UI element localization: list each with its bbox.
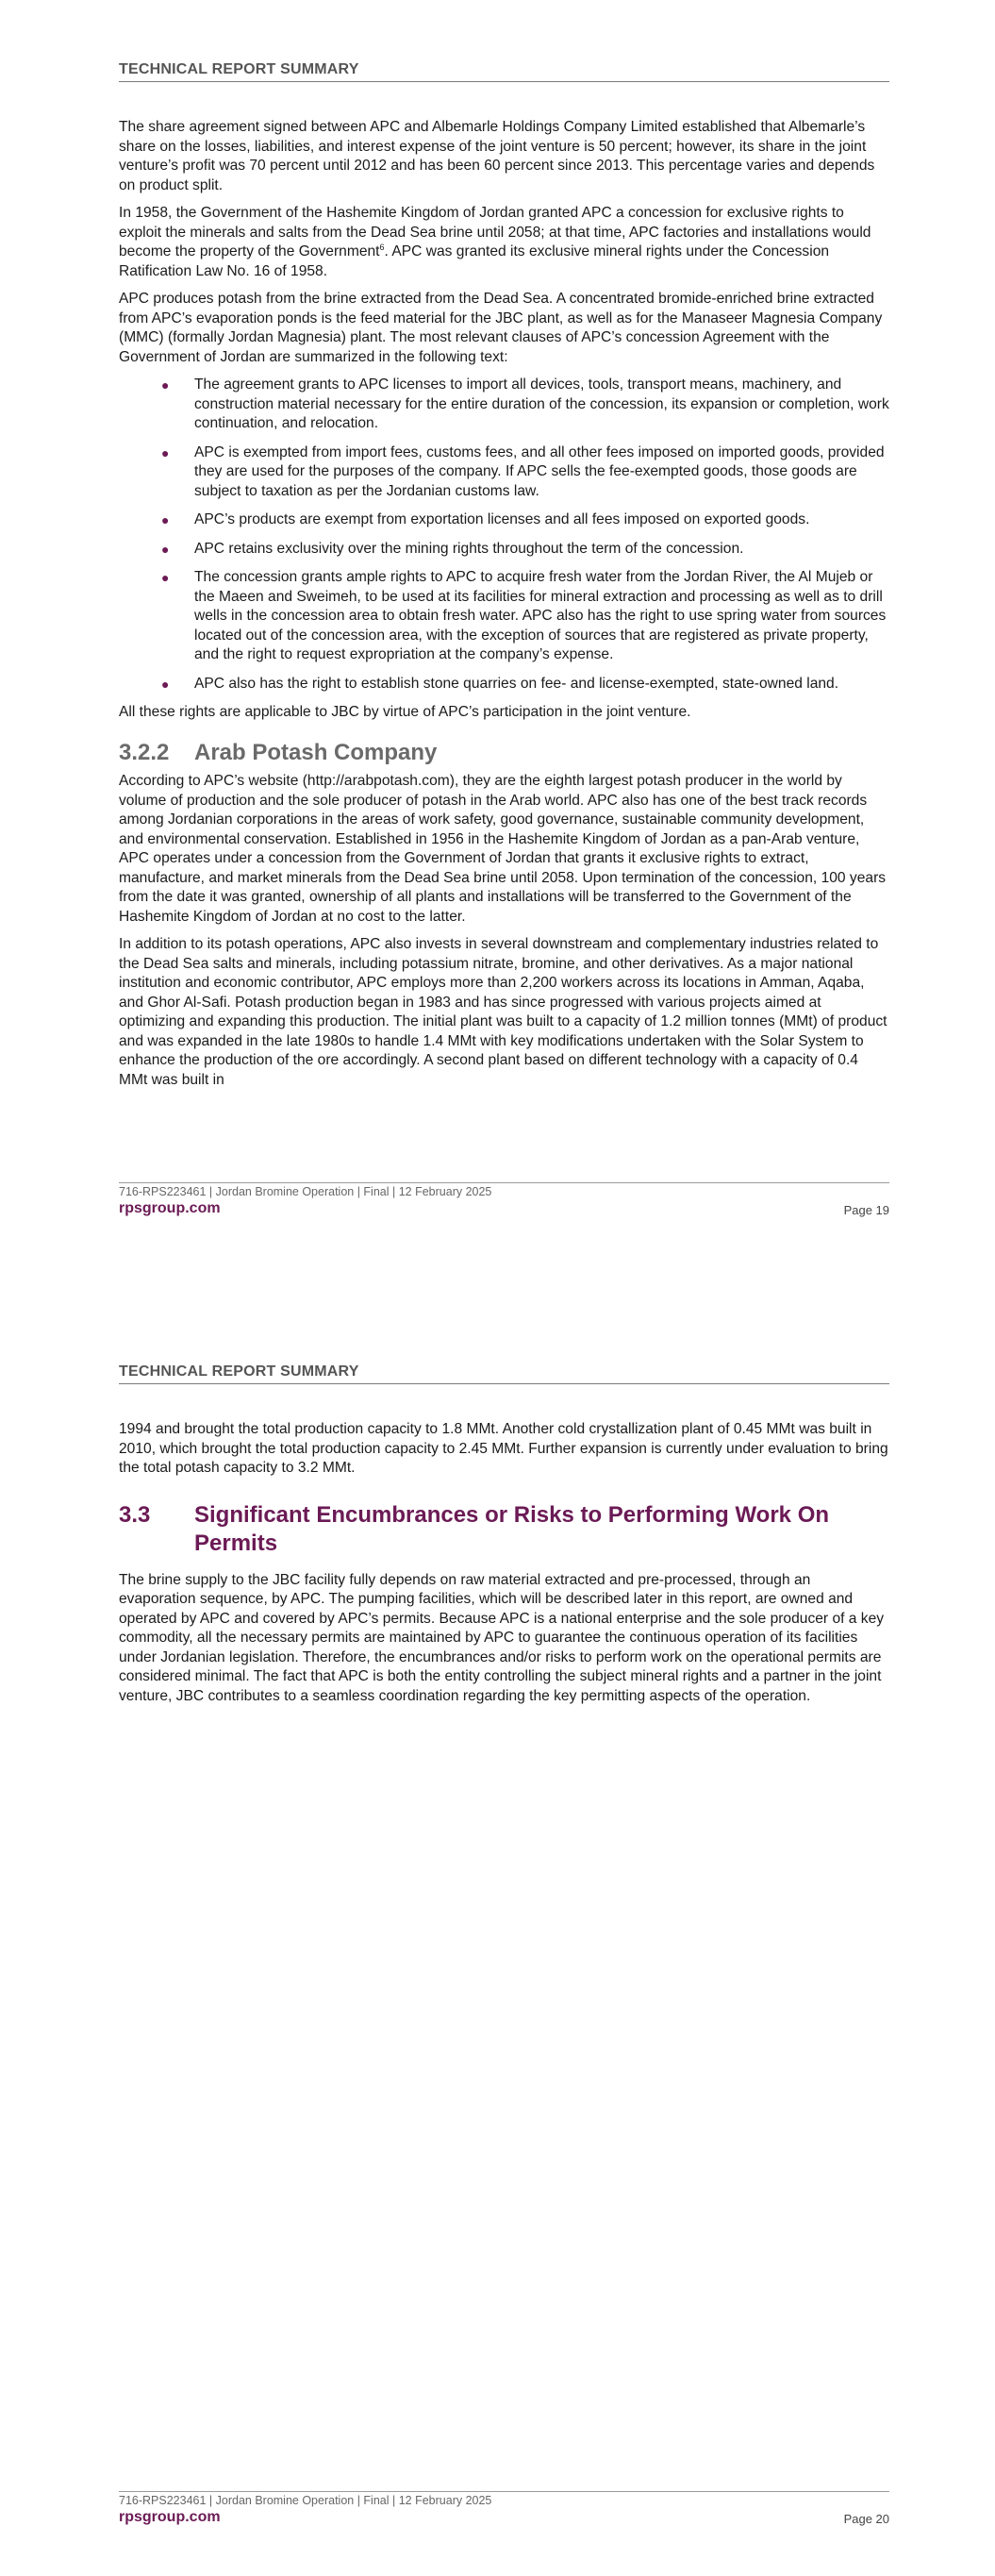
list-item: ● APC is exempted from import fees, customs fees, and all other fees imposed on imported goods, provided they are used for the purposes of the company. If APC sells the fee-exempted goods, those goods are subject to taxation as per the Jordanian customs law.	[161, 443, 885, 499]
list-item: ● The concession grants ample rights to APC to acquire fresh water from the Jordan River, the Al Mujeb or the Maeen and Sweimeh, to be used at its facilities for mineral extraction and processing as well as to drill wells in the concession area to obtain fresh water. APC also has the right to use spring water from sources located out of the concession area, with the exception of sources that are registered as private property, and the right to request expropriation at the company’s expense.	[161, 569, 887, 662]
page-number: Page 19	[843, 1203, 889, 1217]
list-item: ● APC also has the right to establish stone quarries on fee- and license-exempted, state-owned land.	[194, 675, 889, 694]
page-footer	[119, 1182, 889, 1217]
paragraph: According to APC’s website (http://arabpotash.com), they are the eighth largest potash producer in the world by volume of production and the sole producer of potash in the Arab world. APC also has one of the best track records among Jordanian corporations in the areas of work safety, good governance, sustainable community development, and environmental conservation. Established in 1956 in the Hashemite Kingdom of Jordan as a pan-Arab venture, APC operates under a concession from the Government of Jordan that grants it exclusive rights to extract, manufacture, and market minerals from the Dead Sea brine until 2058. Upon termination of the concession, 100 years from the date it was granted, ownership of all plants and installations will be transferred to the Government of the Hashemite Kingdom of Jordan at no cost to the latter.	[119, 773, 887, 925]
footnote-reference[interactable]: 6	[379, 242, 385, 252]
paragraph: 1994 and brought the total production capacity to 1.8 MMt. Another cold crystallization plant of 0.45 MMt was built in 2010, which brought the total production capacity to 2.45 MMt. Further expansion is currently under evaluation to bring the total potash capacity to 3.2 MMt.	[119, 1421, 888, 1476]
section-heading-3-3	[119, 1501, 889, 1558]
bullet-icon: ●	[161, 444, 170, 460]
section-heading-3-2-2	[119, 739, 889, 765]
section-number: 3.3	[119, 1501, 151, 1528]
paragraph: In 1958, the Government of the Hashemite Kingdom of Jordan granted APC a concession for exclusive rights to exploit the minerals and salts from the Dead Sea brine until 2058; at that time, APC factories and installations would become the property of the Government$^6$. APC was granted its exclusive mineral rights under the Concession Ratification Law No. 16 of 1958.	[119, 205, 871, 279]
paragraph: APC produces potash from the brine extracted from the Dead Sea. A concentrated bromide-enriched brine extracted from APC’s evaporation ponds is the feed material for the JBC plant, as well as for the Manaseer Magnesia Company (MMC) (formally Jordan Magnesia) plant. The most relevant clauses of APC’s concession Agreement with the Government of Jordan are summarized in the following text:	[119, 291, 883, 365]
page-19	[0, 0, 995, 1264]
footer-brand-link[interactable]: rpsgroup.com	[119, 2509, 221, 2525]
page-number: Page 20	[843, 2512, 889, 2526]
page-body	[119, 118, 889, 1098]
paragraph: All these rights are applicable to JBC by virtue of APC’s participation in the joint venture.	[119, 704, 691, 720]
page-20	[0, 1302, 995, 2576]
paragraph: The share agreement signed between APC and Albemarle Holdings Company Limited established that Albemarle’s share on the losses, liabilities, and interest expense of the joint venture is 50 percent; however, its share in the joint venture’s profit was 70 percent until 2012 and has been 60 percent since 2013. This percentage varies and depends on product split.	[119, 119, 875, 193]
bullet-icon: ●	[161, 512, 170, 527]
section-number: 3.2.2	[119, 739, 170, 765]
paragraph: The brine supply to the JBC facility fully depends on raw material extracted and pre-processed, through an evaporation sequence, by APC. The pumping facilities, which will be described later in this report, are owned and operated by APC and covered by APC’s permits. Because APC is a national enterprise and the sole producer of a key commodity, all the necessary permits are maintained by APC to guarantee the continuous operation of its facilities under Jordanian legislation. Therefore, the encumbrances and/or risks to perform work on the operational permits are considered minimal. The fact that APC is both the entity controlling the subject mineral rights and a partner in the joint venture, JBC contributes to a seamless coordination regarding the key permitting aspects of the operation.	[119, 1571, 885, 1704]
section-title: Arab Potash Company	[194, 739, 438, 765]
footer-document-info: 716-RPS223461 | Jordan Bromine Operation | Final | 12 February 2025	[119, 1185, 492, 1198]
list-item: ● APC’s products are exempt from exportation licenses and all fees imposed on exported goods.	[194, 510, 889, 530]
page-footer	[119, 2491, 889, 2526]
running-header: TECHNICAL REPORT SUMMARY	[119, 1363, 889, 1384]
bullet-icon: ●	[161, 541, 170, 557]
running-header: TECHNICAL REPORT SUMMARY	[119, 61, 889, 82]
bullet-icon: ●	[161, 676, 170, 692]
bullet-icon: ●	[161, 377, 170, 393]
section-title: Significant Encumbrances or Risks to Performing Work On Permits	[194, 1501, 830, 1556]
bullet-icon: ●	[161, 570, 170, 585]
list-item: ● APC retains exclusivity over the mining rights throughout the term of the concession.	[194, 540, 889, 560]
bullet-list	[119, 376, 889, 694]
list-item: ● The agreement grants to APC licenses to import all devices, tools, transport means, machinery, and construction material necessary for the entire duration of the concession, its expansion or completion, work continuation, and relocation.	[161, 376, 889, 431]
footer-brand-link[interactable]: rpsgroup.com	[119, 1200, 221, 1216]
footer-document-info: 716-RPS223461 | Jordan Bromine Operation | Final | 12 February 2025	[119, 2494, 492, 2507]
paragraph: In addition to its potash operations, APC also invests in several downstream and complementary industries related to the Dead Sea salts and minerals, including potassium nitrate, bromine, and other derivatives. As a major national institution and economic contributor, APC employs more than 2,200 workers across its locations in Amman, Aqaba, and Ghor Al-Safi. Potash production began in 1983 and has since progressed with various projects aimed at optimizing and expanding this production. The initial plant was built to a capacity of 1.2 million tonnes (MMt) of product and was expanded in the late 1980s to handle 1.4 MMt with key modifications undertaken with the Solar System to enhance the production of the ore accordingly. A second plant based on different technology with a capacity of 0.4 MMt was built in	[119, 936, 887, 1088]
page-body	[119, 1420, 889, 1715]
